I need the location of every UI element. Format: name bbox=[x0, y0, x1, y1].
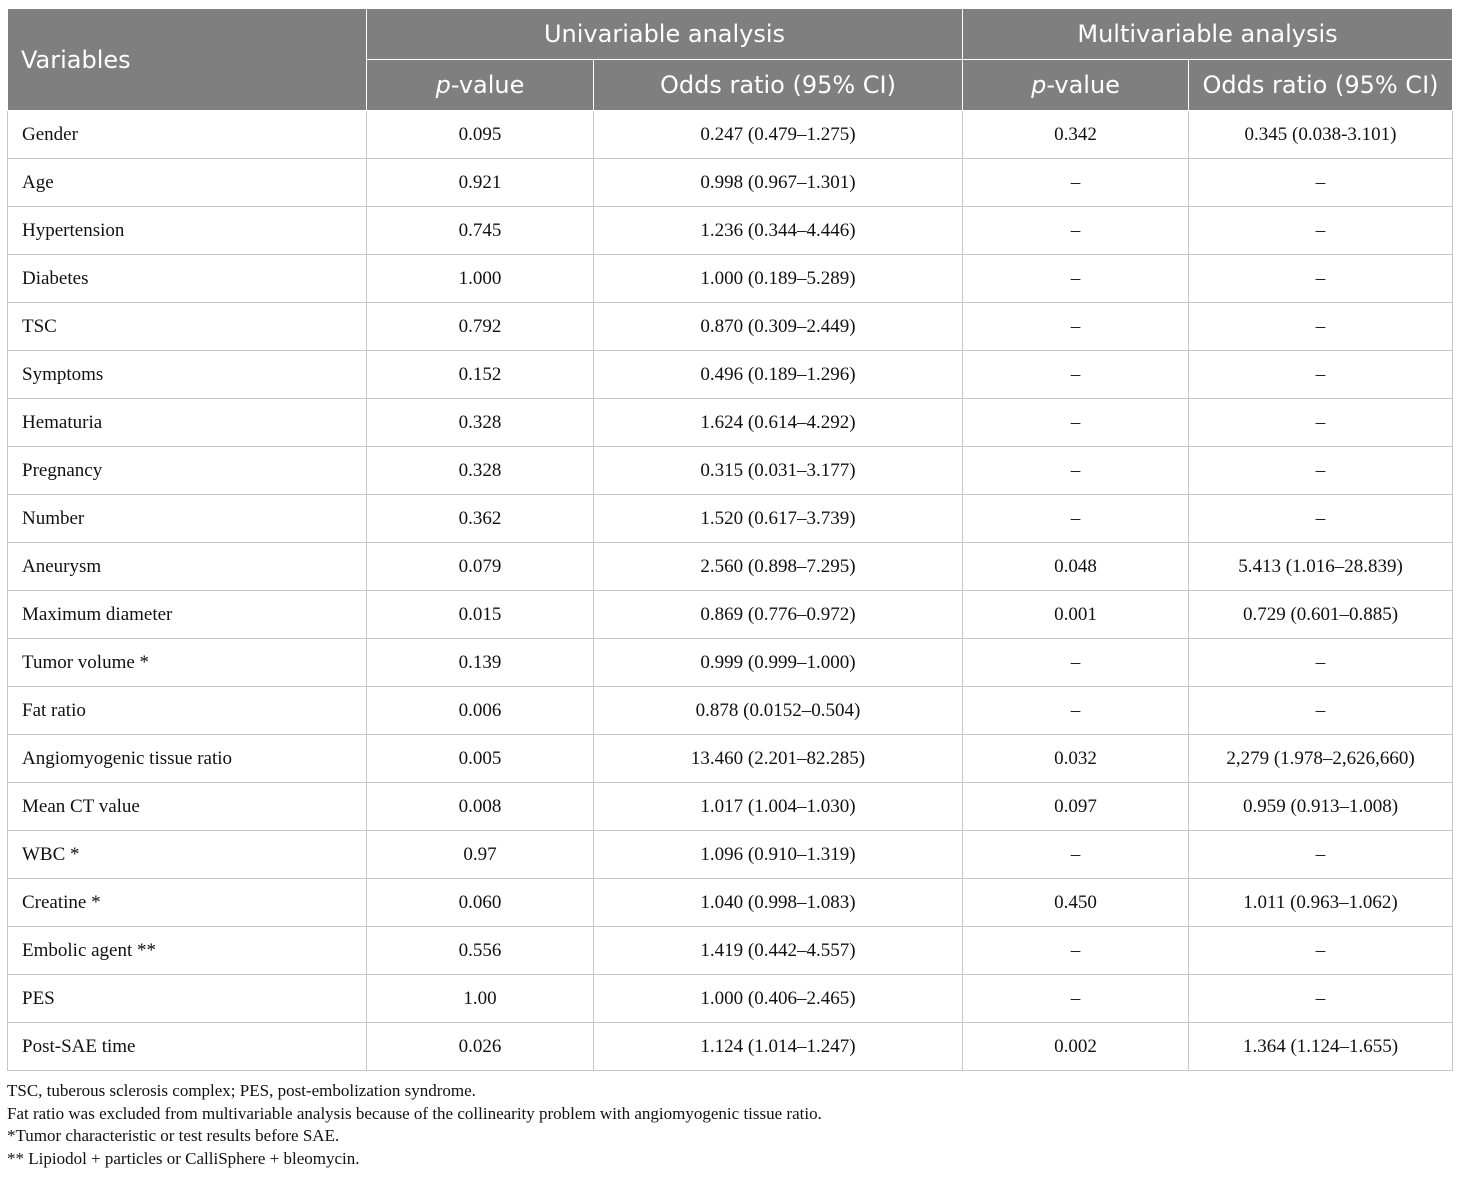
variable-cell: Tumor volume * bbox=[8, 639, 367, 687]
uni-p-value-cell: 0.005 bbox=[367, 735, 594, 783]
multi-odds-ratio-cell: – bbox=[1189, 207, 1453, 255]
table-row bbox=[8, 879, 1453, 927]
multi-odds-ratio-cell: 1.011 (0.963–1.062) bbox=[1189, 879, 1453, 927]
table-row bbox=[8, 303, 1453, 351]
header-multi-odds-ratio: Odds ratio (95% CI) bbox=[1189, 60, 1453, 111]
uni-odds-ratio-cell: 0.869 (0.776–0.972) bbox=[594, 591, 963, 639]
multi-p-value-cell: – bbox=[963, 927, 1189, 975]
multi-odds-ratio-cell: – bbox=[1189, 255, 1453, 303]
header-multi-p-value: p-value bbox=[963, 60, 1189, 111]
uni-p-value-cell: 0.095 bbox=[367, 111, 594, 159]
multi-p-value-cell: 0.450 bbox=[963, 879, 1189, 927]
table-row bbox=[8, 639, 1453, 687]
table-header bbox=[8, 9, 1453, 111]
variable-cell: Angiomyogenic tissue ratio bbox=[8, 735, 367, 783]
table-row bbox=[8, 927, 1453, 975]
table-row bbox=[8, 543, 1453, 591]
uni-odds-ratio-cell: 1.419 (0.442–4.557) bbox=[594, 927, 963, 975]
uni-odds-ratio-cell: 0.496 (0.189–1.296) bbox=[594, 351, 963, 399]
table-row bbox=[8, 495, 1453, 543]
header-multivariable: Multivariable analysis bbox=[963, 9, 1453, 60]
table-row bbox=[8, 159, 1453, 207]
multi-p-value-cell: – bbox=[963, 399, 1189, 447]
uni-odds-ratio-cell: 1.000 (0.189–5.289) bbox=[594, 255, 963, 303]
multi-p-value-cell: 0.048 bbox=[963, 543, 1189, 591]
variable-cell: Gender bbox=[8, 111, 367, 159]
uni-p-value-cell: 0.97 bbox=[367, 831, 594, 879]
uni-odds-ratio-cell: 1.124 (1.014–1.247) bbox=[594, 1023, 963, 1071]
table-row bbox=[8, 111, 1453, 159]
uni-p-value-cell: 0.328 bbox=[367, 399, 594, 447]
uni-p-value-cell: 0.079 bbox=[367, 543, 594, 591]
uni-p-value-cell: 0.026 bbox=[367, 1023, 594, 1071]
regression-table bbox=[7, 8, 1453, 1071]
uni-p-value-cell: 1.00 bbox=[367, 975, 594, 1023]
multi-p-value-cell: – bbox=[963, 975, 1189, 1023]
multi-odds-ratio-cell: 1.364 (1.124–1.655) bbox=[1189, 1023, 1453, 1071]
table-row bbox=[8, 783, 1453, 831]
multi-p-value-cell: – bbox=[963, 159, 1189, 207]
table-row bbox=[8, 255, 1453, 303]
multi-odds-ratio-cell: – bbox=[1189, 495, 1453, 543]
uni-odds-ratio-cell: 1.624 (0.614–4.292) bbox=[594, 399, 963, 447]
uni-p-value-cell: 0.556 bbox=[367, 927, 594, 975]
variable-cell: Mean CT value bbox=[8, 783, 367, 831]
table-row bbox=[8, 591, 1453, 639]
variable-cell: WBC * bbox=[8, 831, 367, 879]
multi-odds-ratio-cell: – bbox=[1189, 639, 1453, 687]
uni-odds-ratio-cell: 1.040 (0.998–1.083) bbox=[594, 879, 963, 927]
uni-odds-ratio-cell: 0.315 (0.031–3.177) bbox=[594, 447, 963, 495]
variable-cell: Aneurysm bbox=[8, 543, 367, 591]
uni-p-value-cell: 0.792 bbox=[367, 303, 594, 351]
table-row bbox=[8, 687, 1453, 735]
uni-p-value-cell: 0.015 bbox=[367, 591, 594, 639]
table-row bbox=[8, 207, 1453, 255]
multi-odds-ratio-cell: – bbox=[1189, 927, 1453, 975]
table-row bbox=[8, 447, 1453, 495]
footnote-tumor-characteristic: *Tumor characteristic or test results before SAE. bbox=[7, 1126, 340, 1145]
header-uni-p-value: p-value bbox=[367, 60, 594, 111]
uni-p-value-cell: 1.000 bbox=[367, 255, 594, 303]
multi-p-value-cell: – bbox=[963, 303, 1189, 351]
footnote-fat-ratio: Fat ratio was excluded from multivariable analysis because of the collinearity problem with angiomyogenic tissue ratio. bbox=[7, 1103, 822, 1123]
variable-cell: Embolic agent ** bbox=[8, 927, 367, 975]
multi-odds-ratio-cell: 0.959 (0.913–1.008) bbox=[1189, 783, 1453, 831]
multi-p-value-cell: – bbox=[963, 207, 1189, 255]
table-footnotes bbox=[7, 1080, 1452, 1170]
variable-cell: Symptoms bbox=[8, 351, 367, 399]
table-row bbox=[8, 975, 1453, 1023]
table-row bbox=[8, 1023, 1453, 1071]
header-univariable: Univariable analysis bbox=[367, 9, 963, 60]
multi-odds-ratio-cell: – bbox=[1189, 159, 1453, 207]
uni-odds-ratio-cell: 1.000 (0.406–2.465) bbox=[594, 975, 963, 1023]
variable-cell: Diabetes bbox=[8, 255, 367, 303]
header-variables: Variables bbox=[8, 9, 367, 111]
table-row bbox=[8, 831, 1453, 879]
table-row bbox=[8, 399, 1453, 447]
multi-p-value-cell: 0.097 bbox=[963, 783, 1189, 831]
uni-p-value-cell: 0.008 bbox=[367, 783, 594, 831]
multi-odds-ratio-cell: – bbox=[1189, 831, 1453, 879]
multi-p-value-cell: – bbox=[963, 447, 1189, 495]
uni-p-value-cell: 0.139 bbox=[367, 639, 594, 687]
multi-odds-ratio-cell: – bbox=[1189, 687, 1453, 735]
uni-odds-ratio-cell: 1.520 (0.617–3.739) bbox=[594, 495, 963, 543]
footnote-embolic-agent: ** Lipiodol + particles or CalliSphere + bleomycin. bbox=[7, 1148, 360, 1168]
multi-p-value-cell: 0.001 bbox=[963, 591, 1189, 639]
multi-p-value-cell: 0.002 bbox=[963, 1023, 1189, 1071]
multi-p-value-cell: – bbox=[963, 495, 1189, 543]
variable-cell: Hematuria bbox=[8, 399, 367, 447]
variable-cell: Post-SAE time bbox=[8, 1023, 367, 1071]
multi-p-value-cell: – bbox=[963, 831, 1189, 879]
multi-p-value-cell: 0.342 bbox=[963, 111, 1189, 159]
variable-cell: Creatine * bbox=[8, 879, 367, 927]
uni-odds-ratio-cell: 0.999 (0.999–1.000) bbox=[594, 639, 963, 687]
uni-p-value-cell: 0.060 bbox=[367, 879, 594, 927]
multi-odds-ratio-cell: – bbox=[1189, 447, 1453, 495]
variable-cell: Fat ratio bbox=[8, 687, 367, 735]
multi-odds-ratio-cell: 2,279 (1.978–2,626,660) bbox=[1189, 735, 1453, 783]
multi-p-value-cell: – bbox=[963, 639, 1189, 687]
variable-cell: Number bbox=[8, 495, 367, 543]
multi-odds-ratio-cell: 0.729 (0.601–0.885) bbox=[1189, 591, 1453, 639]
uni-odds-ratio-cell: 0.878 (0.0152–0.504) bbox=[594, 687, 963, 735]
uni-p-value-cell: 0.362 bbox=[367, 495, 594, 543]
variable-cell: Maximum diameter bbox=[8, 591, 367, 639]
uni-odds-ratio-cell: 1.017 (1.004–1.030) bbox=[594, 783, 963, 831]
table-body bbox=[8, 111, 1453, 1071]
uni-odds-ratio-cell: 0.247 (0.479–1.275) bbox=[594, 111, 963, 159]
variable-cell: Age bbox=[8, 159, 367, 207]
multi-p-value-cell: – bbox=[963, 351, 1189, 399]
multi-odds-ratio-cell: – bbox=[1189, 351, 1453, 399]
variable-cell: PES bbox=[8, 975, 367, 1023]
uni-p-value-cell: 0.328 bbox=[367, 447, 594, 495]
uni-p-value-cell: 0.006 bbox=[367, 687, 594, 735]
uni-odds-ratio-cell: 0.998 (0.967–1.301) bbox=[594, 159, 963, 207]
multi-p-value-cell: – bbox=[963, 687, 1189, 735]
multi-odds-ratio-cell: – bbox=[1189, 303, 1453, 351]
uni-odds-ratio-cell: 13.460 (2.201–82.285) bbox=[594, 735, 963, 783]
multi-odds-ratio-cell: – bbox=[1189, 975, 1453, 1023]
header-uni-odds-ratio: Odds ratio (95% CI) bbox=[594, 60, 963, 111]
uni-odds-ratio-cell: 1.096 (0.910–1.319) bbox=[594, 831, 963, 879]
footnote-abbreviations: TSC, tuberous sclerosis complex; PES, post-embolization syndrome. bbox=[7, 1081, 476, 1100]
uni-odds-ratio-cell: 2.560 (0.898–7.295) bbox=[594, 543, 963, 591]
multi-odds-ratio-cell: 5.413 (1.016–28.839) bbox=[1189, 543, 1453, 591]
multi-p-value-cell: 0.032 bbox=[963, 735, 1189, 783]
uni-odds-ratio-cell: 1.236 (0.344–4.446) bbox=[594, 207, 963, 255]
multi-odds-ratio-cell: 0.345 (0.038-3.101) bbox=[1189, 111, 1453, 159]
table-row bbox=[8, 351, 1453, 399]
uni-odds-ratio-cell: 0.870 (0.309–2.449) bbox=[594, 303, 963, 351]
table-row bbox=[8, 735, 1453, 783]
multi-odds-ratio-cell: – bbox=[1189, 399, 1453, 447]
uni-p-value-cell: 0.921 bbox=[367, 159, 594, 207]
variable-cell: Hypertension bbox=[8, 207, 367, 255]
uni-p-value-cell: 0.745 bbox=[367, 207, 594, 255]
variable-cell: TSC bbox=[8, 303, 367, 351]
results-table-container bbox=[7, 8, 1452, 1170]
multi-p-value-cell: – bbox=[963, 255, 1189, 303]
uni-p-value-cell: 0.152 bbox=[367, 351, 594, 399]
variable-cell: Pregnancy bbox=[8, 447, 367, 495]
